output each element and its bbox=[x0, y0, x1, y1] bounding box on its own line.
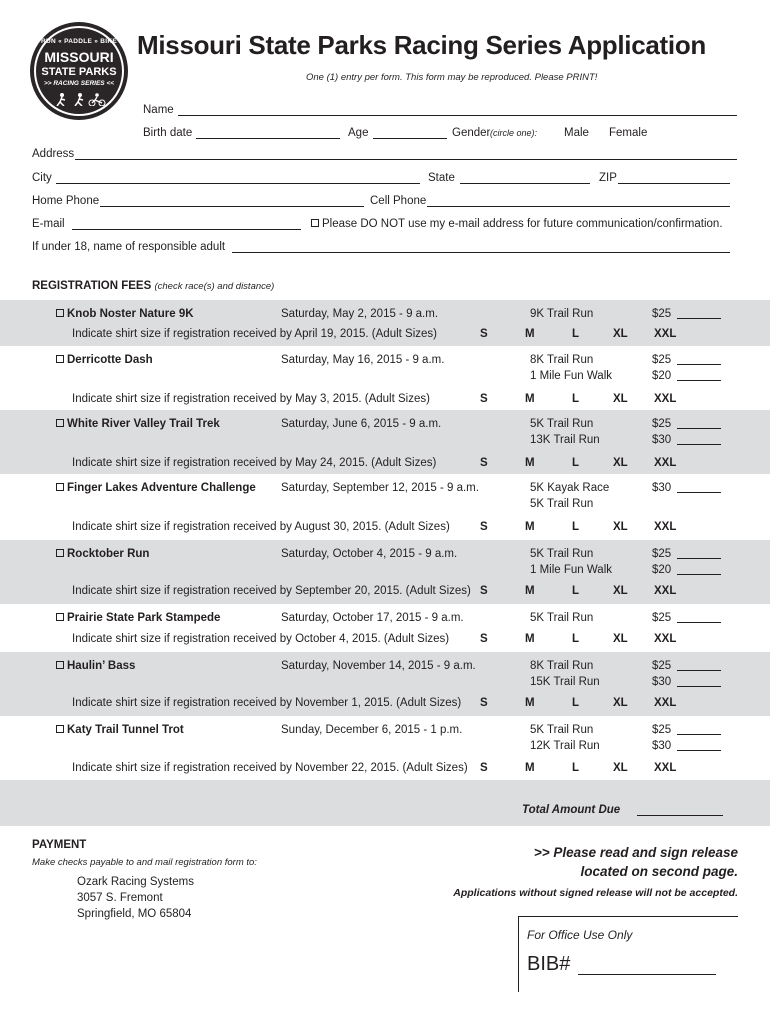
shirt-size-option[interactable]: XL bbox=[613, 585, 628, 597]
race-date: Sunday, December 6, 2015 - 1 p.m. bbox=[281, 724, 463, 736]
logo-line3: >> RACING SERIES << bbox=[43, 80, 115, 87]
race-distance[interactable]: 5K Trail Run bbox=[530, 548, 594, 560]
logo-line2: STATE PARKS bbox=[41, 66, 117, 78]
shirt-size-option[interactable]: XL bbox=[613, 633, 628, 645]
series-logo bbox=[30, 22, 128, 120]
race-price-blank[interactable] bbox=[677, 613, 721, 623]
age-field[interactable] bbox=[373, 127, 447, 139]
name-field[interactable] bbox=[178, 104, 737, 116]
bib-field[interactable] bbox=[578, 958, 716, 975]
birth-date-field[interactable] bbox=[196, 127, 340, 139]
shirt-size-option[interactable]: S bbox=[480, 457, 488, 469]
race-price[interactable] bbox=[652, 482, 721, 494]
shirt-size-note: Indicate shirt size if registration received by August 30, 2015. (Adult Sizes) bbox=[72, 521, 450, 533]
race-date: Saturday, May 2, 2015 - 9 a.m. bbox=[281, 308, 439, 320]
race-checkbox[interactable] bbox=[56, 309, 64, 317]
race-price-value: $25 bbox=[652, 660, 672, 672]
logo-top-text: RUN « PADDLE » BIKE bbox=[40, 38, 117, 45]
city-label: City bbox=[32, 172, 52, 184]
race-option[interactable] bbox=[56, 660, 135, 672]
race-distance[interactable]: 5K Trail Run bbox=[530, 418, 594, 430]
gender-note: (circle one): bbox=[490, 128, 538, 138]
shirt-size-note: Indicate shirt size if registration received by May 3, 2015. (Adult Sizes) bbox=[72, 393, 430, 405]
race-price[interactable] bbox=[652, 434, 721, 446]
race-price-value: $25 bbox=[652, 418, 672, 430]
race-price-blank[interactable] bbox=[677, 435, 721, 445]
race-name: White River Valley Trail Trek bbox=[67, 418, 220, 430]
runners-icon bbox=[52, 92, 108, 106]
race-distance[interactable]: 12K Trail Run bbox=[530, 740, 600, 752]
race-distance[interactable]: 5K Trail Run bbox=[530, 498, 594, 510]
race-name: Katy Trail Tunnel Trot bbox=[67, 724, 184, 736]
office-label: For Office Use Only bbox=[527, 928, 633, 942]
race-price-value: $25 bbox=[652, 724, 672, 736]
shirt-size-option[interactable]: M bbox=[525, 633, 535, 645]
race-name: Knob Noster Nature 9K bbox=[67, 308, 194, 320]
shirt-size-option[interactable]: S bbox=[480, 585, 488, 597]
shirt-size-option[interactable]: XL bbox=[613, 762, 628, 774]
logo-line1: MISSOURI bbox=[44, 49, 114, 65]
race-distance[interactable]: 9K Trail Run bbox=[530, 308, 594, 320]
race-option[interactable] bbox=[56, 482, 256, 494]
race-price-value: $25 bbox=[652, 612, 672, 624]
race-date: Saturday, October 4, 2015 - 9 a.m. bbox=[281, 548, 458, 560]
fees-note: (check race(s) and distance) bbox=[154, 281, 275, 292]
race-option[interactable] bbox=[56, 612, 220, 624]
race-price-blank[interactable] bbox=[677, 355, 721, 365]
race-price[interactable] bbox=[652, 418, 721, 430]
email-label: E-mail bbox=[32, 218, 65, 230]
shirt-size-option[interactable]: S bbox=[480, 633, 488, 645]
race-price-value: $20 bbox=[652, 564, 672, 576]
race-checkbox[interactable] bbox=[56, 355, 64, 363]
shirt-size-option[interactable]: XXL bbox=[654, 457, 677, 469]
release-line2: located on second page. bbox=[580, 864, 738, 879]
shirt-size-option[interactable]: S bbox=[480, 393, 488, 405]
race-price[interactable] bbox=[652, 740, 721, 752]
race-checkbox[interactable] bbox=[56, 419, 64, 427]
cell-phone-field[interactable] bbox=[427, 195, 730, 207]
shirt-size-option[interactable]: M bbox=[525, 697, 535, 709]
shirt-size-option[interactable]: M bbox=[525, 521, 535, 533]
page-subtitle: One (1) entry per form. This form may be reproduced. Please PRINT! bbox=[306, 72, 598, 83]
shirt-size-note: Indicate shirt size if registration received by October 4, 2015. (Adult Sizes) bbox=[72, 633, 450, 645]
responsible-adult-field[interactable] bbox=[232, 241, 730, 253]
payment-note: Make checks payable to and mail registration form to: bbox=[32, 857, 257, 868]
city-field[interactable] bbox=[56, 172, 420, 184]
race-price[interactable] bbox=[652, 724, 721, 736]
shirt-size-option[interactable]: XL bbox=[613, 328, 628, 340]
fees-title: REGISTRATION FEES bbox=[32, 280, 152, 292]
shirt-size-option[interactable]: XL bbox=[613, 521, 628, 533]
race-date: Saturday, September 12, 2015 - 9 a.m. bbox=[281, 482, 479, 494]
shirt-size-option[interactable]: XXL bbox=[654, 585, 677, 597]
shirt-size-option[interactable]: XXL bbox=[654, 697, 677, 709]
gender-male-option[interactable]: Male bbox=[564, 127, 589, 139]
shirt-size-option[interactable]: M bbox=[525, 585, 535, 597]
race-checkbox[interactable] bbox=[56, 483, 64, 491]
shirt-size-option[interactable]: XL bbox=[613, 393, 628, 405]
shirt-size-option[interactable]: L bbox=[572, 633, 580, 645]
race-price-value: $20 bbox=[652, 370, 672, 382]
shirt-size-option[interactable]: L bbox=[572, 762, 580, 774]
race-distance[interactable]: 5K Kayak Race bbox=[530, 482, 610, 494]
home-phone-field[interactable] bbox=[100, 195, 364, 207]
shirt-size-option[interactable]: M bbox=[525, 328, 535, 340]
race-distance[interactable]: 8K Trail Run bbox=[530, 354, 594, 366]
state-field[interactable] bbox=[460, 172, 590, 184]
race-price-blank[interactable] bbox=[677, 483, 721, 493]
race-date: Saturday, May 16, 2015 - 9 a.m. bbox=[281, 354, 445, 366]
race-date: Saturday, October 17, 2015 - 9 a.m. bbox=[281, 612, 464, 624]
fees-section bbox=[32, 280, 274, 292]
race-option[interactable] bbox=[56, 418, 220, 430]
race-checkbox[interactable] bbox=[56, 613, 64, 621]
race-price-blank[interactable] bbox=[677, 309, 721, 319]
race-name: Haulin’ Bass bbox=[67, 660, 136, 672]
shirt-size-option[interactable]: S bbox=[480, 328, 488, 340]
shirt-size-note: Indicate shirt size if registration received by April 19, 2015. (Adult Sizes) bbox=[72, 328, 437, 340]
age-label: Age bbox=[348, 127, 369, 139]
race-date: Saturday, June 6, 2015 - 9 a.m. bbox=[281, 418, 442, 430]
name-label: Name bbox=[143, 104, 174, 116]
race-price-value: $30 bbox=[652, 434, 672, 446]
race-price-blank[interactable] bbox=[677, 371, 721, 381]
shirt-size-note: Indicate shirt size if registration received by November 22, 2015. (Adult Sizes) bbox=[72, 762, 468, 774]
shirt-size-option[interactable]: XXL bbox=[654, 521, 677, 533]
email-optout[interactable] bbox=[311, 218, 723, 230]
race-price-value: $30 bbox=[652, 482, 672, 494]
zip-label: ZIP bbox=[599, 172, 617, 184]
birth-date-label: Birth date bbox=[143, 127, 193, 139]
race-price-value: $30 bbox=[652, 676, 672, 688]
payment-address-line1: Ozark Racing Systems bbox=[77, 876, 194, 888]
race-price-value: $25 bbox=[652, 308, 672, 320]
shirt-size-option[interactable]: L bbox=[572, 697, 580, 709]
race-price-blank[interactable] bbox=[677, 661, 721, 671]
race-option[interactable] bbox=[56, 308, 194, 320]
shirt-size-note: Indicate shirt size if registration received by May 24, 2015. (Adult Sizes) bbox=[72, 457, 437, 469]
total-label: Total Amount Due bbox=[522, 804, 621, 816]
bib-label: BIB# bbox=[527, 953, 571, 975]
state-label: State bbox=[428, 172, 455, 184]
race-price[interactable] bbox=[652, 548, 721, 560]
race-option[interactable] bbox=[56, 724, 184, 736]
race-price-blank[interactable] bbox=[677, 741, 721, 751]
shirt-size-option[interactable]: M bbox=[525, 762, 535, 774]
shirt-size-option[interactable]: L bbox=[572, 328, 580, 340]
shirt-size-option[interactable]: XXL bbox=[654, 393, 677, 405]
race-distance[interactable]: 1 Mile Fun Walk bbox=[530, 370, 613, 382]
race-distance[interactable]: 15K Trail Run bbox=[530, 676, 600, 688]
race-distance[interactable]: 8K Trail Run bbox=[530, 660, 594, 672]
race-price[interactable] bbox=[652, 308, 721, 320]
race-date: Saturday, November 14, 2015 - 9 a.m. bbox=[281, 660, 476, 672]
race-option[interactable] bbox=[56, 548, 149, 560]
race-price[interactable] bbox=[652, 612, 721, 624]
shirt-size-option[interactable]: M bbox=[525, 393, 535, 405]
race-price-blank[interactable] bbox=[677, 549, 721, 559]
shirt-size-option[interactable]: S bbox=[480, 762, 488, 774]
payment-address-line3: Springfield, MO 65804 bbox=[77, 908, 192, 920]
shirt-size-option[interactable]: XL bbox=[613, 457, 628, 469]
race-name: Prairie State Park Stampede bbox=[67, 612, 221, 624]
race-checkbox[interactable] bbox=[56, 661, 64, 669]
shirt-size-option[interactable]: XXL bbox=[654, 762, 677, 774]
total-band bbox=[0, 780, 770, 826]
gender-label: Gender bbox=[452, 127, 491, 139]
race-price-blank[interactable] bbox=[677, 419, 721, 429]
release-line1: >> Please read and sign release bbox=[533, 845, 738, 860]
race-option[interactable] bbox=[56, 354, 153, 366]
race-checkbox[interactable] bbox=[56, 549, 64, 557]
responsible-adult-label: If under 18, name of responsible adult bbox=[32, 241, 226, 253]
race-price[interactable] bbox=[652, 660, 721, 672]
zip-field[interactable] bbox=[618, 172, 730, 184]
cell-phone-label: Cell Phone bbox=[370, 195, 427, 207]
shirt-size-option[interactable]: XL bbox=[613, 697, 628, 709]
race-price-blank[interactable] bbox=[677, 725, 721, 735]
race-checkbox[interactable] bbox=[56, 725, 64, 733]
email-optout-checkbox[interactable] bbox=[311, 219, 319, 227]
race-price[interactable] bbox=[652, 354, 721, 366]
shirt-size-option[interactable]: M bbox=[525, 457, 535, 469]
page-title: Missouri State Parks Racing Series Application bbox=[137, 30, 706, 60]
race-price-blank[interactable] bbox=[677, 677, 721, 687]
race-name: Derricotte Dash bbox=[67, 354, 153, 366]
shirt-size-option[interactable]: XXL bbox=[654, 633, 677, 645]
race-price-blank[interactable] bbox=[677, 565, 721, 575]
release-warning: Applications without signed release will not be accepted. bbox=[453, 887, 738, 899]
email-field[interactable] bbox=[72, 218, 301, 230]
race-name: Finger Lakes Adventure Challenge bbox=[67, 482, 256, 494]
race-price-value: $30 bbox=[652, 740, 672, 752]
race-distance[interactable]: 5K Trail Run bbox=[530, 724, 594, 736]
race-distance[interactable]: 5K Trail Run bbox=[530, 612, 594, 624]
home-phone-label: Home Phone bbox=[32, 195, 100, 207]
gender-female-option[interactable]: Female bbox=[609, 127, 648, 139]
payment-title: PAYMENT bbox=[32, 839, 87, 851]
race-price-value: $25 bbox=[652, 354, 672, 366]
shirt-size-option[interactable]: L bbox=[572, 457, 580, 469]
shirt-size-option[interactable]: S bbox=[480, 521, 488, 533]
total-field[interactable] bbox=[637, 804, 723, 816]
race-distance[interactable]: 13K Trail Run bbox=[530, 434, 600, 446]
shirt-size-option[interactable]: L bbox=[572, 521, 580, 533]
shirt-size-option[interactable]: S bbox=[480, 697, 488, 709]
race-price[interactable] bbox=[652, 676, 721, 688]
race-price-value: $25 bbox=[652, 548, 672, 560]
shirt-size-option[interactable]: L bbox=[572, 393, 580, 405]
address-label: Address bbox=[32, 148, 75, 160]
race-price[interactable] bbox=[652, 370, 721, 382]
address-field[interactable] bbox=[75, 148, 737, 160]
shirt-size-note: Indicate shirt size if registration received by September 20, 2015. (Adult Sizes) bbox=[72, 585, 471, 597]
email-optout-label: Please DO NOT use my e-mail address for future communication/confirmation. bbox=[322, 218, 723, 230]
shirt-size-option[interactable]: L bbox=[572, 585, 580, 597]
shirt-size-option[interactable]: XXL bbox=[654, 328, 677, 340]
payment-address-line2: 3057 S. Fremont bbox=[77, 892, 163, 904]
race-name: Rocktober Run bbox=[67, 548, 150, 560]
race-distance[interactable]: 1 Mile Fun Walk bbox=[530, 564, 613, 576]
race-price[interactable] bbox=[652, 564, 721, 576]
shirt-size-note: Indicate shirt size if registration received by November 1, 2015. (Adult Sizes) bbox=[72, 697, 462, 709]
